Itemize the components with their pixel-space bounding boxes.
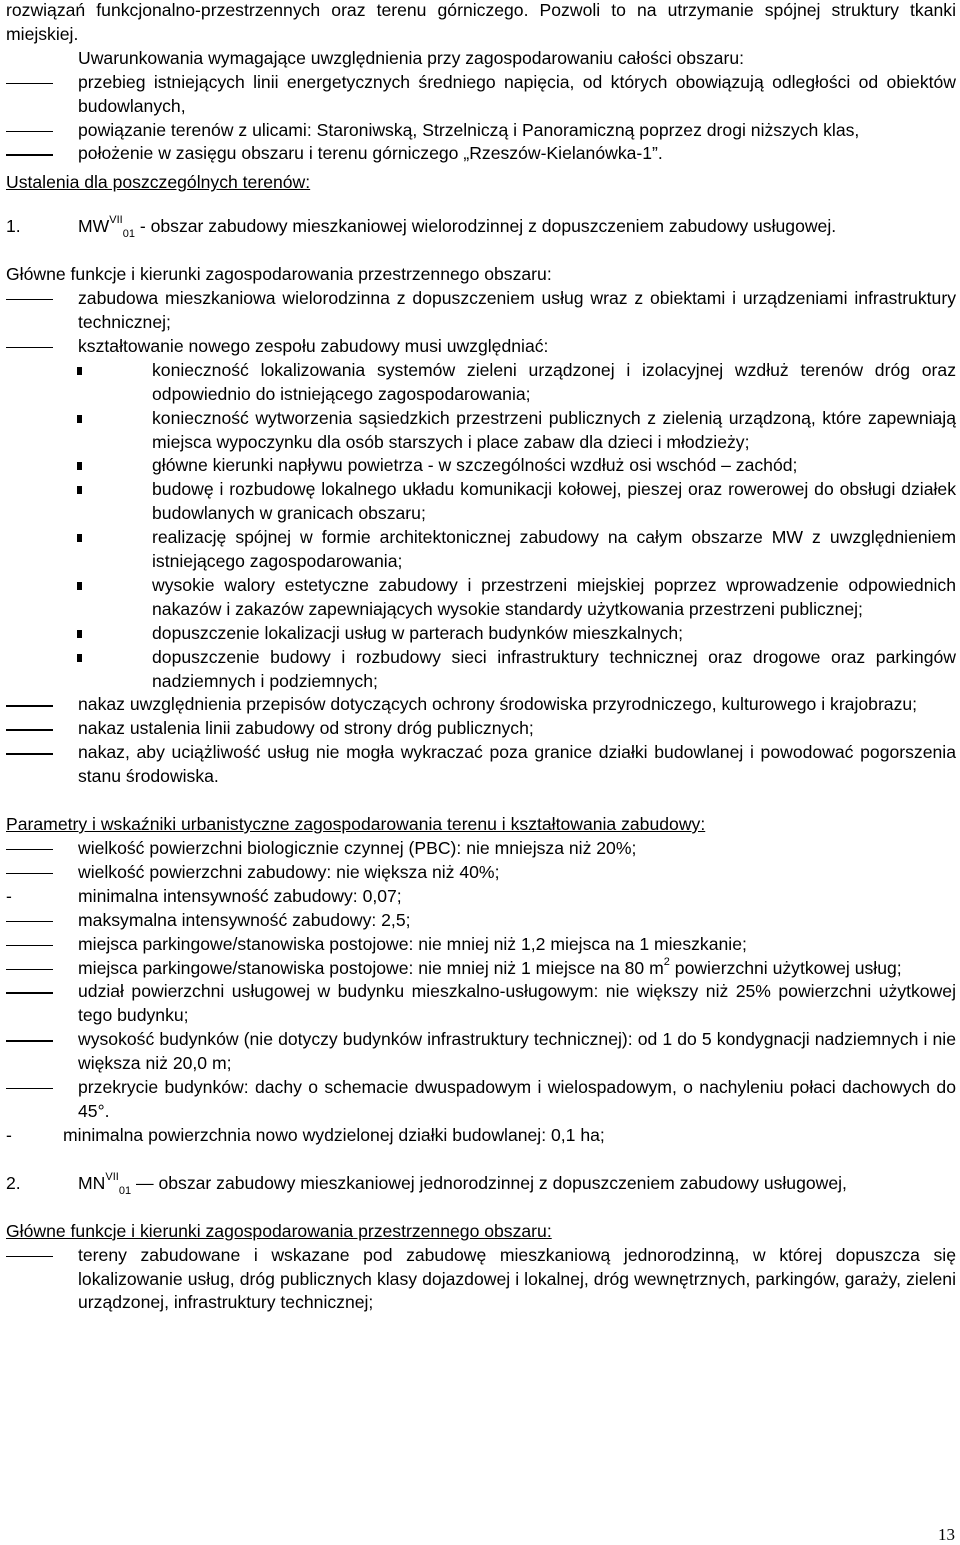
square-bullet bbox=[77, 462, 82, 470]
area-code-sub: 01 bbox=[122, 228, 135, 241]
list-item: zabudowa mieszkaniowa wielorodzinna z dopuszczeniem usług wraz z obiektami i urządzeniami infrastruktury technicznej; bbox=[6, 287, 956, 335]
list-item: wysokie walory estetyczne zabudowy i przestrzeni miejskiej poprzez wprowadzenie odpowiednich nakazów i zakazów zapewniających wysokie standardy użytkowania przestrzeni publicznej; bbox=[6, 574, 956, 622]
dash-bullet bbox=[6, 945, 53, 946]
area-code-sup: VII bbox=[109, 214, 123, 227]
area-code-sup: VII bbox=[105, 1170, 119, 1183]
square-bullet bbox=[77, 582, 82, 590]
area-number: 2. bbox=[6, 1172, 21, 1193]
list-item: - minimalna intensywność zabudowy: 0,07; bbox=[6, 885, 956, 909]
functions-heading: Główne funkcje i kierunki zagospodarowania przestrzennego obszaru: bbox=[6, 264, 552, 285]
section-heading: Ustalenia dla poszczególnych terenów: bbox=[6, 172, 311, 193]
square-bullet bbox=[77, 486, 82, 494]
hyphen-bullet: - bbox=[6, 885, 12, 906]
dash-bullet bbox=[6, 753, 53, 754]
functions-heading: Główne funkcje i kierunki zagospodarowania przestrzennego obszaru: bbox=[6, 1220, 552, 1241]
area-code-sub: 01 bbox=[118, 1184, 132, 1197]
dash-bullet bbox=[6, 83, 53, 84]
list-item: konieczność lokalizowania systemów zieleni urządzonej i izolacyjnej wzdłuż terenów dróg oraz odpowiednio do istniejącego zagospodarowania; bbox=[6, 359, 956, 407]
dash-bullet bbox=[6, 299, 53, 300]
list-item: dopuszczenie lokalizacji usług w parterach budynków mieszkalnych; bbox=[6, 622, 956, 646]
area-dash: — bbox=[135, 1172, 154, 1193]
square-bullet bbox=[77, 415, 82, 423]
requirements-list bbox=[6, 359, 956, 694]
dash-bullet bbox=[6, 347, 53, 348]
square-bullet bbox=[77, 654, 82, 662]
dash-bullet bbox=[6, 969, 53, 970]
area-description: obszar zabudowy mieszkaniowej jednorodzinnej z dopuszczeniem zabudowy usługowej, bbox=[158, 1172, 847, 1193]
area-2-title bbox=[6, 1172, 956, 1196]
list-item: przekrycie budynków: dachy o schemacie dwuspadowym i wielospadowym, o nachyleniu połaci dachowych do 45°. bbox=[6, 1076, 956, 1124]
dash-bullet bbox=[6, 1256, 53, 1257]
conditions-list bbox=[6, 71, 956, 167]
parameters-list bbox=[6, 837, 956, 1124]
list-item: nakaz ustalenia linii zabudowy od strony dróg publicznych; bbox=[6, 717, 956, 741]
list-item: wielkość powierzchni zabudowy: nie większa niż 40%; bbox=[6, 861, 956, 885]
square-bullet bbox=[77, 630, 82, 638]
dash-bullet bbox=[6, 1040, 53, 1041]
square-bullet bbox=[77, 367, 82, 375]
dash-bullet bbox=[6, 154, 53, 155]
list-item: przebieg istniejących linii energetycznych średniego napięcia, od których obowiązują odległości od obiektów budowlanych, bbox=[6, 71, 956, 119]
list-item: położenie w zasięgu obszaru i terenu górniczego „Rzeszów-Kielanówka-1”. bbox=[6, 142, 956, 166]
dash-bullet bbox=[6, 705, 53, 706]
list-item: wysokość budynków (nie dotyczy budynków infrastruktury technicznej): od 1 do 5 kondygnacji nadziemnych i nie większa niż 20,0 m; bbox=[6, 1028, 956, 1076]
list-item: miejsca parkingowe/stanowiska postojowe: nie mniej niż 1,2 miejsca na 1 mieszkanie; bbox=[6, 933, 956, 957]
list-item: dopuszczenie budowy i rozbudowy sieci infrastruktury technicznej oraz drogowe oraz parkingów nadziemnych i podziemnych; bbox=[6, 646, 956, 694]
dash-bullet bbox=[6, 849, 53, 850]
dash-bullet bbox=[6, 921, 53, 922]
page-number: 13 bbox=[938, 1525, 955, 1544]
list-item: udział powierzchni usługowej w budynku mieszkalno-usługowym: nie większy niż 25% powierzchni użytkowej tego budynku; bbox=[6, 980, 956, 1028]
list-item: nakaz, aby uciążliwość usług nie mogła wykraczać poza granice działki budowlanej i powodować pogorszenia stanu środowiska. bbox=[6, 741, 956, 789]
area-code: MW bbox=[78, 216, 110, 237]
list-item: wielkość powierzchni biologicznie czynnej (PBC): nie mniejsza niż 20%; bbox=[6, 837, 956, 861]
area-code: MN bbox=[78, 1172, 106, 1193]
conditions-heading: Uwarunkowania wymagające uwzględnienia przy zagospodarowaniu całości obszaru: bbox=[78, 47, 744, 68]
list-item: powiązanie terenów z ulicami: Staroniwską, Strzelniczą i Panoramiczną poprzez drogi niższych klas, bbox=[6, 119, 956, 143]
list-item: maksymalna intensywność zabudowy: 2,5; bbox=[6, 909, 956, 933]
dash-bullet bbox=[6, 992, 53, 993]
area-number: 1. bbox=[6, 216, 21, 237]
area-description: - obszar zabudowy mieszkaniowej wielorodzinnej z dopuszczeniem zabudowy usługowej. bbox=[139, 216, 837, 237]
intro-paragraph: rozwiązań funkcjonalno-przestrzennych oraz terenu górniczego. Pozwoli to na utrzymanie spójnej struktury tkanki miejskiej. bbox=[6, 0, 956, 44]
functions-list bbox=[6, 1244, 956, 1316]
dash-bullet bbox=[6, 729, 53, 730]
area-1-title bbox=[6, 215, 956, 239]
dash-bullet bbox=[6, 131, 53, 132]
list-item: główne kierunki napływu powietrza - w szczególności wzdłuż osi wschód – zachód; bbox=[6, 454, 956, 478]
functions-list bbox=[6, 287, 956, 359]
list-item: budowę i rozbudowę lokalnego układu komunikacji kołowej, pieszej oraz rowerowej do obsługi działek budowlanych w granicach obszaru; bbox=[6, 478, 956, 526]
dash-bullet bbox=[6, 873, 53, 874]
hyphen-bullet: - bbox=[6, 1124, 12, 1145]
further-functions-list bbox=[6, 693, 956, 789]
list-item: konieczność wytworzenia sąsiedzkich przestrzeni publicznych z zielenią urządzoną, które zapewniają miejsca wypoczynku dla osób starszych i place zabaw dla dzieci i młodzieży; bbox=[6, 407, 956, 455]
dash-bullet bbox=[6, 1088, 53, 1089]
last-parameter: - minimalna powierzchnia nowo wydzielonej działki budowlanej: 0,1 ha; bbox=[6, 1124, 956, 1148]
list-item: nakaz uwzględnienia przepisów dotyczących ochrony środowiska przyrodniczego, kulturowego i krajobrazu; bbox=[6, 693, 956, 717]
square-bullet bbox=[77, 534, 82, 542]
list-item: kształtowanie nowego zespołu zabudowy musi uwzględniać: bbox=[6, 335, 956, 359]
document-body bbox=[6, 0, 956, 1315]
list-item: miejsca parkingowe/stanowiska postojowe: nie mniej niż 1 miejsce na 80 $m^2$ powierzchni użytkowej usług; bbox=[6, 957, 956, 981]
list-item: realizację spójnej w formie architektonicznej zabudowy na całym obszarze MW z uwzględnieniem istniejącego zagospodarowania; bbox=[6, 526, 956, 574]
list-item: tereny zabudowane i wskazane pod zabudowę mieszkaniową jednorodzinną, w której dopuszcza się lokalizowanie usług, dróg publicznych klasy dojazdowej i lokalnej, dróg wewnętrznych, parkingów, garaży, zieleni urządzonej, infrastruktury technicznej; bbox=[6, 1244, 956, 1316]
parameters-heading: Parametry i wskaźniki urbanistyczne zagospodarowania terenu i kształtowania zabudowy: bbox=[6, 814, 706, 835]
